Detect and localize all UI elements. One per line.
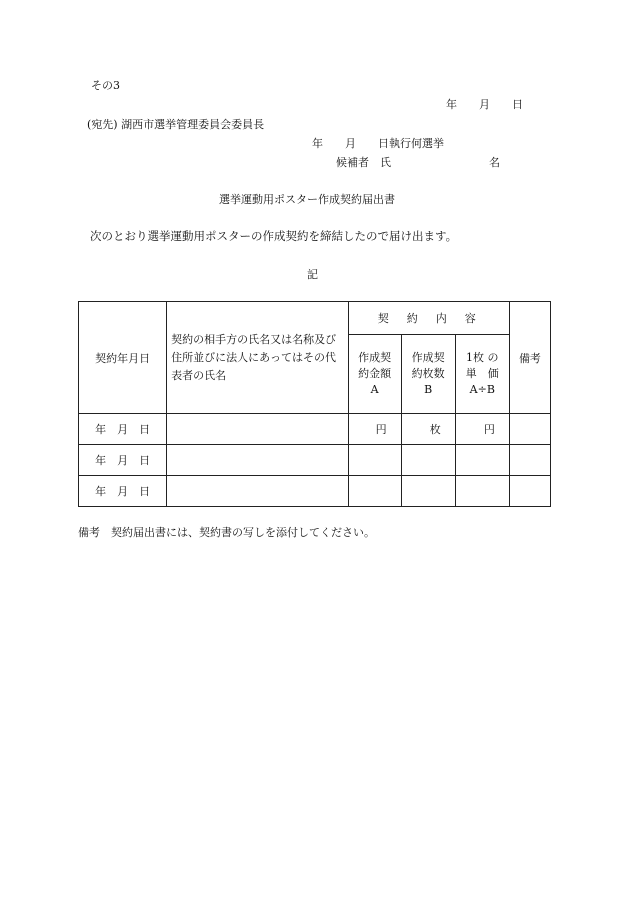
row-remarks: [509, 445, 550, 476]
ki-label: 記: [307, 268, 318, 281]
submission-date: 年 月 日: [446, 98, 523, 111]
row-date: 年 月 日: [79, 445, 167, 476]
row-counterparty: [167, 445, 348, 476]
header-contract-count: 作成契 約枚数 B: [401, 335, 455, 414]
table-row: [79, 445, 551, 476]
row-count: [401, 476, 455, 507]
intro-text: 次のとおり選挙運動用ポスターの作成契約を締結したので届け出ます。: [90, 229, 458, 243]
contract-table: [78, 301, 551, 507]
header-contract-date: 契約年月日: [79, 302, 167, 414]
election-date-line: 年 月 日執行何選挙: [312, 137, 444, 150]
row-remarks: [509, 414, 550, 445]
row-amount: [348, 445, 401, 476]
header-contract-amount: 作成契 約金額 A: [348, 335, 401, 414]
row-unit-price: [455, 445, 509, 476]
candidate-label: 候補者 氏: [336, 156, 391, 169]
row-remarks: [509, 476, 550, 507]
row-amount: 円: [348, 414, 401, 445]
row-unit-price: [455, 476, 509, 507]
row-counterparty: [167, 414, 348, 445]
addressee: (宛先) 湖西市選挙管理委員会委員長: [87, 118, 265, 131]
table-row: [79, 476, 551, 507]
row-unit-price: 円: [455, 414, 509, 445]
row-date: 年 月 日: [79, 476, 167, 507]
header-counterparty: 契約の相手方の氏名又は名称及び住所並びに法人にあってはその代表者の氏名: [167, 302, 348, 414]
header-contract-contents: 契約内容: [348, 302, 509, 335]
row-date: 年 月 日: [79, 414, 167, 445]
row-count: 枚: [401, 414, 455, 445]
row-count: [401, 445, 455, 476]
header-unit-price: 1枚 の 単 価 A÷B: [455, 335, 509, 414]
candidate-name-suffix: 名: [489, 156, 500, 169]
form-number: その3: [91, 79, 120, 92]
header-remarks: 備考: [509, 302, 550, 414]
row-amount: [348, 476, 401, 507]
table-row: [79, 414, 551, 445]
document-title: 選挙運動用ポスター作成契約届出書: [219, 193, 395, 206]
row-counterparty: [167, 476, 348, 507]
footnote: 備考 契約届出書には、契約書の写しを添付してください。: [78, 526, 375, 539]
